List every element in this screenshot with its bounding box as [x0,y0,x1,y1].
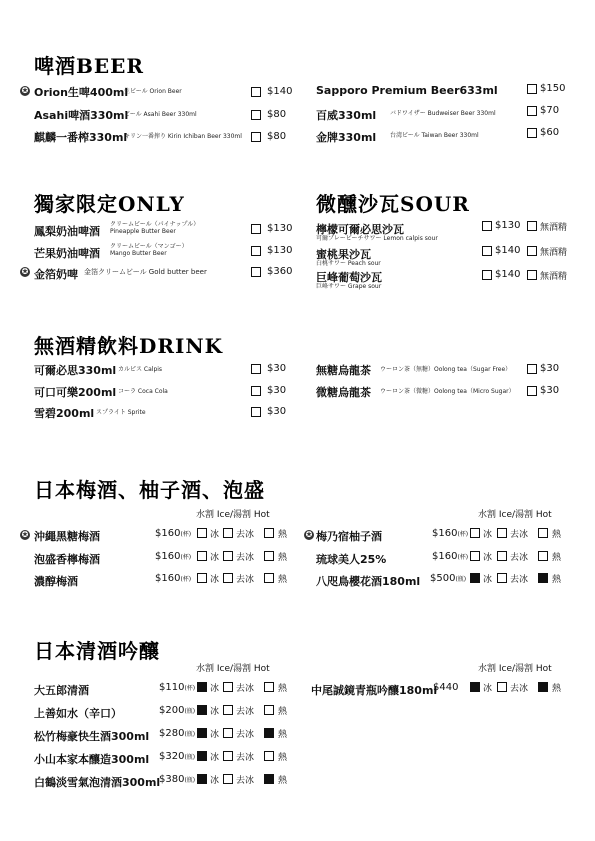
item-name: 白鶴淡雪氣泡清酒300ml [34,776,161,789]
item-price: $200(瓶) [159,705,196,716]
nonalcoholic-checkbox[interactable] [527,221,537,231]
star-icon: ✪ [21,267,29,276]
item-name: 麒麟一番榨330ml [34,131,128,144]
item-name: Orion生啤400ml [34,86,129,99]
ice-checkbox[interactable] [197,551,207,561]
section-title-sake: 日本清酒吟釀 [34,639,160,663]
item-name: Asahi啤酒330ml [34,109,129,122]
item-name: 可口可樂200ml [34,386,117,399]
hot-checkbox-checked[interactable] [538,573,548,583]
hot-checkbox-checked[interactable] [264,728,274,738]
ice-checkbox[interactable] [197,573,207,583]
item-price: $280(瓶) [159,728,196,739]
ice-label: 冰 [210,776,220,786]
hot-checkbox[interactable] [264,751,274,761]
item-name: Sapporo Premium Beer633ml [316,84,498,97]
item-price: $80 [267,109,287,120]
item-subtitle: 台湾ビール Taiwan Beer 330ml [390,132,479,139]
item-price: $160(杯) [432,528,469,539]
noice-label: 去冰 [236,730,255,740]
item-price: $140 [267,86,293,97]
item-subtitle: ウーロン茶（微糖）Oolong tea（Micro Sugar） [380,388,515,395]
star-icon: ✪ [305,530,313,539]
item-subtitle: ウーロン茶（無糖）Oolong tea（Sugar Free） [380,366,512,373]
hot-label: 熱 [278,753,288,763]
noice-checkbox[interactable] [497,573,507,583]
select-checkbox[interactable] [251,386,261,396]
ice-hot-header: 水割 Ice/湯割 Hot [478,664,552,674]
nonalcoholic-label: 無酒精 [540,223,568,233]
ice-checkbox-checked[interactable] [470,573,480,583]
nonalcoholic-label: 無酒精 [540,272,568,282]
item-name: 蜜桃果沙瓦 [316,248,371,261]
ice-hot-header: 水割 Ice/湯割 Hot [196,510,270,520]
item-price: $150 [540,83,566,94]
item-name: 上善如水（辛口） [34,707,122,720]
item-name: 鳳梨奶油啤酒 [34,225,100,238]
item-subtitle: 白桃サワー Peach sour [316,260,381,267]
ice-hot-header: 水割 Ice/湯割 Hot [478,510,552,520]
ice-checkbox-checked[interactable] [470,682,480,692]
ice-label: 冰 [210,553,220,563]
nonalcoholic-checkbox[interactable] [527,246,537,256]
ice-checkbox[interactable] [470,551,480,561]
item-name: 大五郎清酒 [34,684,89,697]
nonalcoholic-label: 無酒精 [540,248,568,258]
noice-label: 去冰 [236,684,255,694]
noice-label: 去冰 [510,530,529,540]
ice-checkbox[interactable] [470,528,480,538]
item-price: $130 [495,220,521,231]
noice-label: 去冰 [510,553,529,563]
item-price: $130 [267,223,293,234]
ice-label: 冰 [483,530,493,540]
select-checkbox[interactable] [251,267,261,277]
item-name: 八咫鳥櫻花酒180ml [316,575,421,588]
hot-label: 熱 [552,575,562,585]
noice-checkbox[interactable] [223,728,233,738]
hot-checkbox-checked[interactable] [538,682,548,692]
hot-label: 熱 [552,530,562,540]
ice-checkbox-checked[interactable] [197,682,207,692]
ice-checkbox-checked[interactable] [197,728,207,738]
item-price: $60 [540,127,560,138]
hot-checkbox[interactable] [264,573,274,583]
item-subtitle: 可爾プレービーチサワー Lemon calpis sour [316,235,438,242]
item-price: $30 [540,363,560,374]
ice-label: 冰 [210,707,220,717]
noice-checkbox[interactable] [497,528,507,538]
item-name: 巨峰葡萄沙瓦 [316,271,382,284]
ice-label: 冰 [483,575,493,585]
noice-checkbox[interactable] [223,573,233,583]
item-subtitle: 巨峰サワー Grape sour [316,283,382,290]
item-name: 雪碧200ml [34,407,95,420]
item-name: 無糖烏龍茶 [316,364,371,377]
hot-checkbox[interactable] [538,528,548,538]
item-price: $30 [267,385,287,396]
item-price: $110(杯) [159,682,196,693]
item-name: 小山本家本釀造300ml [34,753,150,766]
item-name: 檸檬可爾必思沙瓦 [316,223,404,236]
hot-checkbox-checked[interactable] [264,774,274,784]
hot-label: 熱 [278,530,288,540]
select-checkbox[interactable] [527,386,537,396]
noice-label: 去冰 [236,530,255,540]
noice-label: 去冰 [510,684,529,694]
nonalcoholic-checkbox[interactable] [527,270,537,280]
item-name: 微糖烏龍茶 [316,386,371,399]
item-name: 芒果奶油啤酒 [34,247,100,260]
hot-label: 熱 [278,730,288,740]
hot-label: 熱 [278,553,288,563]
hot-label: 熱 [278,684,288,694]
star-icon: ✪ [21,530,29,539]
item-subtitle-jp: クリームビール（マンゴー） [110,243,188,250]
ice-label: 冰 [210,730,220,740]
ice-label: 冰 [210,575,220,585]
ice-label: 冰 [210,684,220,694]
noice-checkbox[interactable] [223,528,233,538]
noice-checkbox[interactable] [223,774,233,784]
select-checkbox[interactable] [251,407,261,417]
noice-label: 去冰 [236,776,255,786]
ice-checkbox-checked[interactable] [197,751,207,761]
select-checkbox[interactable] [251,246,261,256]
item-name: 泡盛香檸梅酒 [34,553,100,566]
ice-label: 冰 [483,684,493,694]
hot-checkbox[interactable] [264,551,274,561]
section-title-drink: 無酒精飲料DRINK [34,334,223,358]
item-price: $500(瓶) [430,573,467,584]
hot-label: 熱 [278,776,288,786]
section-title-beer: 啤酒BEER [34,54,145,78]
ice-checkbox-checked[interactable] [197,705,207,715]
item-name: 沖繩黑糖梅酒 [34,530,100,543]
hot-label: 熱 [278,707,288,717]
item-name: 金箔奶啤 [34,268,78,281]
item-subtitle: バドワイザー Budweiser Beer 330ml [390,110,496,117]
item-price: $140 [495,269,521,280]
select-checkbox[interactable] [527,364,537,374]
item-subtitle: 生ビール Orion Beer [124,88,182,95]
item-price: $80 [267,131,287,142]
ice-hot-header: 水割 Ice/湯割 Hot [196,664,270,674]
noice-checkbox[interactable] [223,551,233,561]
noice-checkbox[interactable] [223,751,233,761]
item-name: 百威330ml [316,109,377,122]
item-name: 中尾誠鏡青瓶吟釀180ml [311,684,438,697]
item-subtitle: コーラ Coca Cola [118,388,168,395]
hot-label: 熱 [552,684,562,694]
select-checkbox[interactable] [251,132,261,142]
item-price: $380(瓶) [159,774,196,785]
ice-label: 冰 [210,753,220,763]
item-price: $160(杯) [155,551,192,562]
select-checkbox[interactable] [527,106,537,116]
noice-checkbox[interactable] [223,682,233,692]
hot-checkbox[interactable] [264,528,274,538]
item-price: $160(杯) [155,573,192,584]
item-name: 松竹梅豪快生酒300ml [34,730,150,743]
item-subtitle-jp: クリームビール（パイナップル） [110,221,200,228]
item-price: $70 [540,105,560,116]
item-price: $160(杯) [155,528,192,539]
item-name: 金牌330ml [316,131,377,144]
item-name: 濃醇梅酒 [34,575,78,588]
ice-label: 冰 [210,530,220,540]
ice-label: 冰 [483,553,493,563]
select-checkbox[interactable] [527,128,537,138]
hot-label: 熱 [552,553,562,563]
hot-checkbox[interactable] [538,551,548,561]
ice-checkbox[interactable] [197,528,207,538]
item-price: $160(杯) [432,551,469,562]
noice-checkbox[interactable] [497,682,507,692]
item-subtitle-en: Pineapple Butter Beer [110,228,176,235]
item-price: $360 [267,266,293,277]
section-title-only: 獨家限定ONLY [34,192,185,216]
item-name: 梅乃宿柚子酒 [316,530,382,543]
select-checkbox[interactable] [527,84,537,94]
select-checkbox[interactable] [482,221,492,231]
item-price: $30 [267,406,287,417]
section-title-umeshu: 日本梅酒、柚子酒、泡盛 [34,478,265,502]
noice-label: 去冰 [236,575,255,585]
select-checkbox[interactable] [251,87,261,97]
hot-checkbox[interactable] [264,705,274,715]
noice-checkbox[interactable] [223,705,233,715]
ice-checkbox-checked[interactable] [197,774,207,784]
item-price: $30 [267,363,287,374]
noice-label: 去冰 [236,553,255,563]
noice-label: 去冰 [236,753,255,763]
item-price: $140 [495,245,521,256]
noice-label: 去冰 [236,707,255,717]
select-checkbox[interactable] [482,270,492,280]
select-checkbox[interactable] [482,246,492,256]
item-subtitle: ビール Asahi Beer 330ml [124,111,197,118]
item-name: 琉球美人25% [316,553,387,566]
item-subtitle: スプライト Sprite [96,409,146,416]
star-icon: ✪ [21,86,29,95]
hot-checkbox[interactable] [264,682,274,692]
item-subtitle: キリン一番搾り Kirin Ichiban Beer 330ml [124,133,242,140]
hot-label: 熱 [278,575,288,585]
item-price: $30 [540,385,560,396]
item-subtitle: カルピス Calpis [118,366,163,373]
section-title-sour: 微醺沙瓦SOUR [316,192,470,216]
item-name: 可爾必思330ml [34,364,117,377]
item-price: $320(瓶) [159,751,196,762]
item-price: $130 [267,245,293,256]
item-subtitle-en: Mango Butter Beer [110,250,167,257]
select-checkbox[interactable] [251,224,261,234]
noice-label: 去冰 [510,575,529,585]
noice-checkbox[interactable] [497,551,507,561]
item-subtitle: 金箔クリームビール Gold butter beer [84,268,207,276]
item-price: $440 [433,682,459,693]
select-checkbox[interactable] [251,364,261,374]
select-checkbox[interactable] [251,110,261,120]
